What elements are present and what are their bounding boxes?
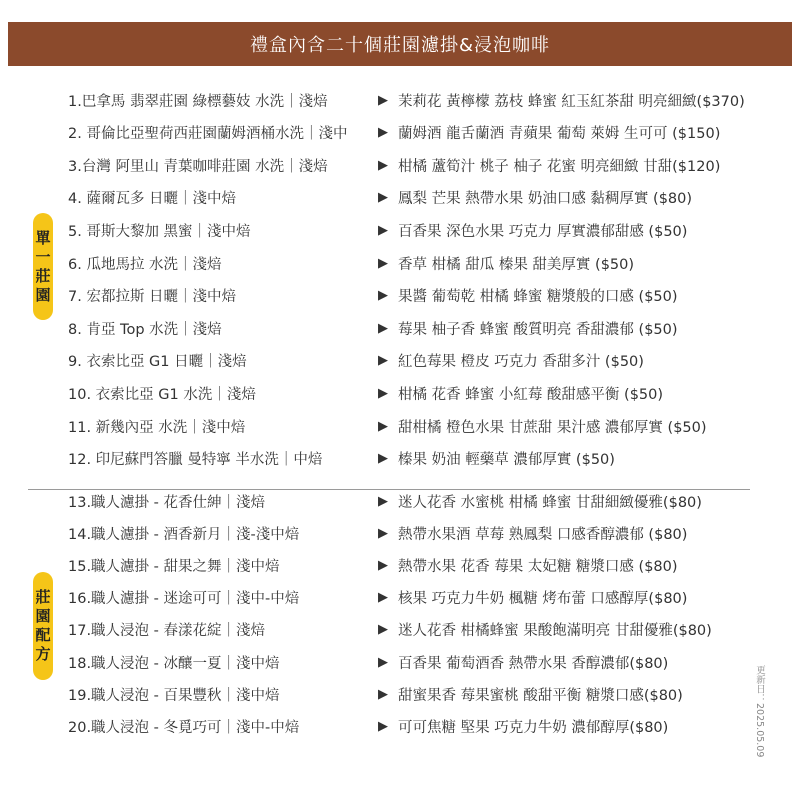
play-arrow-icon: ▶ <box>378 353 388 369</box>
coffee-name: 19.職人浸泡 - 百果豐秋｜淺中焙 <box>68 687 280 704</box>
coffee-name: 13.職人濾掛 - 花香仕紳｜淺焙 <box>68 494 266 511</box>
coffee-name: 6. 瓜地馬拉 水洗｜淺焙 <box>68 256 222 273</box>
play-arrow-icon: ▶ <box>378 125 388 141</box>
play-arrow-icon: ▶ <box>378 493 388 509</box>
tasting-notes: 可可焦糖 堅果 巧克力牛奶 濃郁醇厚($80) <box>398 719 669 736</box>
list-item <box>0 182 800 214</box>
section-label-char: 莊 <box>35 588 51 606</box>
tasting-notes: 熱帶水果酒 草莓 熟鳳梨 口感香醇濃郁 ($80) <box>398 526 688 543</box>
list-item <box>0 646 800 678</box>
tasting-notes: 迷人花香 水蜜桃 柑橘 蜂蜜 甘甜細緻優雅($80) <box>398 494 702 511</box>
coffee-name: 20.職人浸泡 - 冬覓巧可｜淺中-中焙 <box>68 719 300 736</box>
play-arrow-icon: ▶ <box>378 525 388 541</box>
tasting-notes: 甜柑橘 橙色水果 甘蔗甜 果汁感 濃郁厚實 ($50) <box>398 419 707 436</box>
tasting-notes: 榛果 奶油 輕藥草 濃郁厚實 ($50) <box>398 452 615 469</box>
list-item <box>0 214 800 246</box>
coffee-name: 3.台灣 阿里山 青葉咖啡莊園 水洗｜淺焙 <box>68 158 328 175</box>
list-item <box>0 549 800 581</box>
coffee-name: 15.職人濾掛 - 甜果之舞｜淺中焙 <box>68 558 280 575</box>
coffee-name: 5. 哥斯大黎加 黑蜜｜淺中焙 <box>68 223 251 240</box>
list-item <box>0 614 800 646</box>
coffee-name: 8. 肯亞 Top 水洗｜淺焙 <box>68 321 222 338</box>
tasting-notes: 熱帶水果 花香 莓果 太妃糖 糖漿口感 ($80) <box>398 558 678 575</box>
tasting-notes: 甜蜜果香 莓果蜜桃 酸甜平衡 糖漿口感($80) <box>398 687 683 704</box>
play-arrow-icon: ▶ <box>378 718 388 734</box>
section-label-char: 單 <box>35 228 51 247</box>
section-label-char: 莊 <box>35 266 51 285</box>
play-arrow-icon: ▶ <box>378 557 388 573</box>
list-item <box>0 410 800 442</box>
play-arrow-icon: ▶ <box>378 222 388 238</box>
coffee-name: 18.職人浸泡 - 冰釀一夏｜淺中焙 <box>68 655 280 672</box>
list-item <box>0 247 800 279</box>
tasting-notes: 香草 柑橘 甜瓜 榛果 甜美厚實 ($50) <box>398 256 635 273</box>
list-item <box>0 710 800 742</box>
coffee-name: 12. 印尼蘇門答臘 曼特寧 半水洗｜中焙 <box>68 452 323 469</box>
tasting-notes: 柑橘 蘆筍汁 桃子 柚子 花蜜 明亮細緻 甘甜($120) <box>398 158 721 175</box>
play-arrow-icon: ▶ <box>378 451 388 467</box>
play-arrow-icon: ▶ <box>378 320 388 336</box>
coffee-name: 17.職人浸泡 - 春漾花綻｜淺焙 <box>68 623 266 640</box>
tasting-notes: 核果 巧克力牛奶 楓糖 烤布蕾 口感醇厚($80) <box>398 591 688 608</box>
updated-date: 更新日：2025.05.09 <box>754 665 765 758</box>
coffee-name: 7. 宏都拉斯 日曬｜淺中焙 <box>68 289 237 306</box>
tasting-notes: 蘭姆酒 龍舌蘭酒 青蘋果 葡萄 萊姆 生可可 ($150) <box>398 126 721 143</box>
list-item <box>0 517 800 549</box>
tasting-notes: 柑橘 花香 蜂蜜 小紅莓 酸甜感平衡 ($50) <box>398 386 664 403</box>
tasting-notes: 紅色莓果 橙皮 巧克力 香甜多汁 ($50) <box>398 354 644 371</box>
list-item <box>0 678 800 710</box>
page-title: 禮盒內含二十個莊園濾掛&浸泡咖啡 <box>249 35 551 56</box>
tasting-notes: 果醬 葡萄乾 柑橘 蜂蜜 糖漿般的口感 ($50) <box>398 289 678 306</box>
play-arrow-icon: ▶ <box>378 288 388 304</box>
coffee-name: 16.職人濾掛 - 迷途可可｜淺中-中焙 <box>68 591 300 608</box>
section-label-char: 園 <box>35 285 51 304</box>
coffee-name: 14.職人濾掛 - 酒香新月｜淺-淺中焙 <box>68 526 300 543</box>
list-item <box>0 443 800 475</box>
list-item <box>0 149 800 181</box>
page-title-banner <box>8 22 792 66</box>
tasting-notes: 百香果 葡萄酒香 熱帶水果 香醇濃郁($80) <box>398 655 669 672</box>
list-item <box>0 377 800 409</box>
section-label-char: 園 <box>35 607 51 625</box>
coffee-name: 2. 哥倫比亞聖荷西莊園蘭姆酒桶水洗｜淺中 <box>68 126 348 143</box>
list-item <box>0 280 800 312</box>
play-arrow-icon: ▶ <box>378 255 388 271</box>
list-item <box>0 485 800 517</box>
list-item <box>0 117 800 149</box>
list-item <box>0 582 800 614</box>
play-arrow-icon: ▶ <box>378 418 388 434</box>
play-arrow-icon: ▶ <box>378 92 388 108</box>
coffee-name: 9. 衣索比亞 G1 日曬｜淺焙 <box>68 354 247 371</box>
coffee-name: 4. 薩爾瓦多 日曬｜淺中焙 <box>68 191 237 208</box>
section-label-char: 一 <box>35 247 51 266</box>
coffee-name: 11. 新幾內亞 水洗｜淺中焙 <box>68 419 246 436</box>
tasting-notes: 莓果 柚子香 蜂蜜 酸質明亮 香甜濃郁 ($50) <box>398 321 678 338</box>
section-label-char: 配 <box>35 626 51 644</box>
list-item <box>0 312 800 344</box>
play-arrow-icon: ▶ <box>378 622 388 638</box>
coffee-name: 1.巴拿馬 翡翠莊園 綠標藝妓 水洗｜淺焙 <box>68 93 328 110</box>
coffee-name: 10. 衣索比亞 G1 水洗｜淺焙 <box>68 386 256 403</box>
play-arrow-icon: ▶ <box>378 157 388 173</box>
tasting-notes: 茉莉花 黃檸檬 荔枝 蜂蜜 紅玉紅茶甜 明亮細緻($370) <box>398 93 745 110</box>
list-item <box>0 84 800 116</box>
tasting-notes: 百香果 深色水果 巧克力 厚實濃郁甜感 ($50) <box>398 223 688 240</box>
play-arrow-icon: ▶ <box>378 385 388 401</box>
section-label-char: 方 <box>35 645 51 663</box>
play-arrow-icon: ▶ <box>378 190 388 206</box>
tasting-notes: 迷人花香 柑橘蜂蜜 果酸飽滿明亮 甘甜優雅($80) <box>398 623 712 640</box>
play-arrow-icon: ▶ <box>378 590 388 606</box>
play-arrow-icon: ▶ <box>378 654 388 670</box>
tasting-notes: 鳳梨 芒果 熱帶水果 奶油口感 黏稠厚實 ($80) <box>398 191 693 208</box>
play-arrow-icon: ▶ <box>378 686 388 702</box>
list-item <box>0 345 800 377</box>
